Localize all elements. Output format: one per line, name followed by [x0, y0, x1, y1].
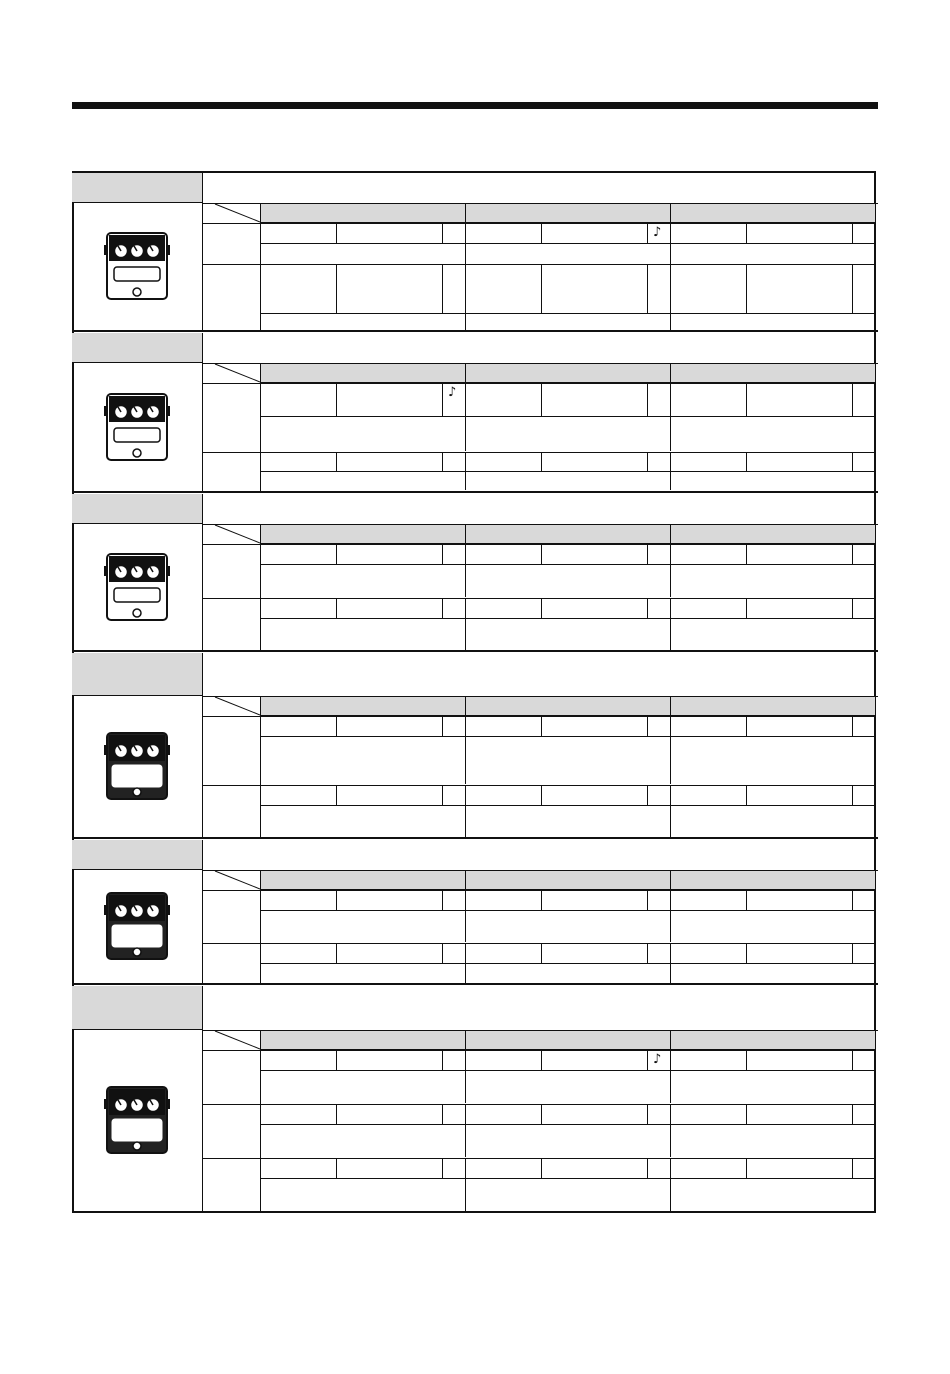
row-label-divider	[260, 696, 261, 838]
sub-divider	[442, 1104, 443, 1124]
sub-divider	[442, 598, 443, 618]
group-divider	[670, 716, 671, 784]
sub-divider	[541, 716, 542, 736]
sub-divider	[647, 544, 648, 564]
value-rule	[260, 1070, 876, 1071]
sub-divider	[746, 716, 747, 736]
row-rule	[203, 264, 876, 265]
parameter-header-1	[260, 870, 466, 890]
bass-ensemble-pedal-icon	[104, 891, 170, 963]
sub-divider	[336, 452, 337, 471]
section-divider	[72, 983, 878, 985]
sub-divider	[336, 1104, 337, 1124]
parameter-header-3	[670, 870, 876, 890]
effect-section-bass-flanger	[72, 986, 878, 1212]
value-rule	[260, 243, 876, 244]
parameter-header-2	[465, 363, 671, 383]
group-divider	[465, 1158, 466, 1211]
sub-divider	[852, 1050, 853, 1070]
sub-divider	[746, 452, 747, 471]
row-rule	[203, 598, 876, 599]
sub-divider	[442, 716, 443, 736]
sub-divider	[442, 1158, 443, 1178]
sub-divider	[852, 223, 853, 243]
group-divider	[465, 716, 466, 784]
corner-diagonal	[203, 1030, 260, 1050]
sub-divider	[541, 890, 542, 910]
group-divider	[465, 598, 466, 650]
row-label-divider	[260, 870, 261, 984]
group-divider	[670, 544, 671, 597]
sub-divider	[336, 544, 337, 564]
sub-divider	[852, 716, 853, 736]
group-divider	[465, 452, 466, 490]
group-divider	[875, 943, 876, 983]
sub-divider	[746, 943, 747, 963]
group-divider	[875, 544, 876, 597]
effect-name-cell	[72, 986, 202, 1030]
parameter-grid	[203, 1030, 876, 1212]
parameter-grid	[203, 203, 876, 331]
sub-divider	[336, 1158, 337, 1178]
bass-detune-pedal-icon	[104, 731, 170, 803]
sub-divider	[336, 716, 337, 736]
row-rule	[203, 544, 876, 545]
effect-name-cell	[72, 653, 202, 696]
group-divider	[670, 1104, 671, 1157]
sub-divider	[647, 383, 648, 416]
sub-divider	[852, 943, 853, 963]
sub-divider	[541, 383, 542, 416]
sub-divider	[852, 1158, 853, 1178]
group-divider	[465, 1104, 466, 1157]
sub-divider	[647, 943, 648, 963]
row-rule	[203, 785, 876, 786]
group-divider	[875, 890, 876, 942]
group-divider	[465, 264, 466, 331]
sub-divider	[746, 223, 747, 243]
value-rule	[260, 910, 876, 911]
sub-divider	[647, 1158, 648, 1178]
group-divider	[875, 264, 876, 331]
group-divider	[670, 383, 671, 451]
group-divider	[465, 1050, 466, 1103]
corner-diagonal	[203, 203, 260, 223]
value-rule	[260, 963, 876, 964]
sub-divider	[746, 598, 747, 618]
effect-description-cell	[203, 333, 878, 364]
corner-diagonal	[203, 870, 260, 890]
sub-divider	[336, 223, 337, 243]
group-divider	[670, 223, 671, 264]
parameter-header-2	[465, 203, 671, 223]
parameter-header-1	[260, 363, 466, 383]
sub-divider	[647, 785, 648, 805]
sub-divider	[541, 544, 542, 564]
group-divider	[670, 785, 671, 837]
section-divider	[72, 330, 878, 332]
value-rule	[260, 1124, 876, 1125]
sub-divider	[852, 264, 853, 313]
group-divider	[670, 943, 671, 983]
effect-description-cell	[203, 173, 878, 204]
effect-name-cell	[72, 840, 202, 870]
effect-description-cell	[203, 840, 878, 871]
sub-divider	[647, 223, 648, 243]
top-rule	[72, 102, 878, 109]
row-rule	[203, 223, 876, 224]
corner-diagonal	[203, 524, 260, 544]
value-rule	[260, 564, 876, 565]
sub-divider	[852, 1104, 853, 1124]
section-divider	[72, 491, 878, 493]
sub-divider	[541, 785, 542, 805]
group-divider	[670, 598, 671, 650]
sub-divider	[746, 785, 747, 805]
row-rule	[203, 890, 876, 891]
sub-divider	[336, 598, 337, 618]
corner-diagonal	[203, 363, 260, 383]
sub-divider	[442, 264, 443, 313]
group-divider	[465, 785, 466, 837]
group-divider	[875, 1104, 876, 1157]
effect-description-cell	[203, 986, 878, 1031]
parameter-grid	[203, 524, 876, 651]
parameter-header-3	[670, 1030, 876, 1050]
sub-divider	[336, 1050, 337, 1070]
effect-name-cell	[72, 494, 202, 524]
sub-divider	[852, 383, 853, 416]
sub-divider	[442, 383, 443, 416]
parameter-header-1	[260, 1030, 466, 1050]
effect-section-bass-ensemble	[72, 840, 878, 984]
corner-diagonal	[203, 696, 260, 716]
sub-divider	[442, 890, 443, 910]
effect-name-cell	[72, 173, 202, 203]
parameter-header-1	[260, 524, 466, 544]
bass-chorus-pedal-icon	[104, 552, 170, 624]
sub-divider	[852, 544, 853, 564]
row-rule	[203, 1050, 876, 1051]
tremolo-pedal-icon	[104, 231, 170, 303]
sub-divider	[442, 544, 443, 564]
group-divider	[670, 890, 671, 942]
sub-divider	[852, 785, 853, 805]
row-rule	[203, 716, 876, 717]
effect-description-cell	[203, 653, 878, 697]
sub-divider	[852, 452, 853, 471]
tempo-sync-note-icon: ♪	[448, 385, 457, 400]
grid-bottom-rule	[203, 1211, 876, 1212]
sub-divider	[336, 943, 337, 963]
group-divider	[670, 1158, 671, 1211]
effect-description-cell	[203, 494, 878, 525]
sub-divider	[541, 223, 542, 243]
value-rule	[260, 1178, 876, 1179]
row-rule	[203, 383, 876, 384]
parameter-header-2	[465, 1030, 671, 1050]
sub-divider	[647, 1050, 648, 1070]
parameter-header-2	[465, 696, 671, 716]
group-divider	[875, 452, 876, 490]
value-rule	[260, 471, 876, 472]
parameter-header-1	[260, 696, 466, 716]
sub-divider	[746, 1158, 747, 1178]
group-divider	[465, 544, 466, 597]
group-divider	[875, 223, 876, 264]
parameter-grid	[203, 363, 876, 492]
bass-flanger-pedal-icon	[104, 1085, 170, 1157]
sub-divider	[647, 716, 648, 736]
row-rule	[203, 943, 876, 944]
group-divider	[465, 383, 466, 451]
row-rule	[203, 1104, 876, 1105]
effect-section-bass-detune	[72, 653, 878, 838]
sub-divider	[746, 1104, 747, 1124]
sub-divider	[541, 264, 542, 313]
sub-divider	[336, 890, 337, 910]
tempo-sync-note-icon: ♪	[653, 225, 662, 240]
group-divider	[670, 264, 671, 331]
sub-divider	[746, 264, 747, 313]
group-divider	[875, 383, 876, 451]
value-rule	[260, 416, 876, 417]
sub-divider	[746, 1050, 747, 1070]
effect-section-tremolo	[72, 173, 878, 331]
sub-divider	[647, 890, 648, 910]
group-divider	[875, 785, 876, 837]
sub-divider	[336, 383, 337, 416]
sub-divider	[442, 452, 443, 471]
value-rule	[260, 618, 876, 619]
group-divider	[465, 943, 466, 983]
effect-section-phaser	[72, 333, 878, 492]
section-divider	[72, 650, 878, 652]
sub-divider	[746, 383, 747, 416]
parameter-header-3	[670, 524, 876, 544]
effect-name-cell	[72, 333, 202, 363]
sub-divider	[541, 1050, 542, 1070]
value-rule	[260, 313, 876, 314]
parameter-header-2	[465, 524, 671, 544]
parameter-grid	[203, 696, 876, 838]
sub-divider	[852, 598, 853, 618]
sub-divider	[647, 452, 648, 471]
row-label-divider	[260, 1030, 261, 1212]
sub-divider	[647, 264, 648, 313]
group-divider	[670, 1050, 671, 1103]
sub-divider	[647, 598, 648, 618]
row-rule	[203, 452, 876, 453]
sub-divider	[746, 544, 747, 564]
sub-divider	[442, 785, 443, 805]
sub-divider	[541, 943, 542, 963]
sub-divider	[746, 890, 747, 910]
group-divider	[670, 452, 671, 490]
sub-divider	[336, 264, 337, 313]
group-divider	[875, 1158, 876, 1211]
effect-section-bass-chorus	[72, 494, 878, 651]
value-rule	[260, 736, 876, 737]
parameter-header-3	[670, 363, 876, 383]
sub-divider	[541, 1158, 542, 1178]
tempo-sync-note-icon: ♪	[653, 1052, 662, 1067]
parameter-header-3	[670, 203, 876, 223]
sub-divider	[541, 598, 542, 618]
sub-divider	[541, 1104, 542, 1124]
sub-divider	[442, 1050, 443, 1070]
group-divider	[875, 716, 876, 784]
sub-divider	[442, 943, 443, 963]
parameter-header-3	[670, 696, 876, 716]
sub-divider	[336, 785, 337, 805]
sub-divider	[647, 1104, 648, 1124]
sub-divider	[541, 452, 542, 471]
parameter-grid	[203, 870, 876, 984]
parameter-header-1	[260, 203, 466, 223]
value-rule	[260, 805, 876, 806]
sub-divider	[442, 223, 443, 243]
section-divider	[72, 837, 878, 839]
group-divider	[465, 890, 466, 942]
sub-divider	[852, 890, 853, 910]
group-divider	[875, 1050, 876, 1103]
group-divider	[465, 223, 466, 264]
parameter-header-2	[465, 870, 671, 890]
row-rule	[203, 1158, 876, 1159]
phaser-pedal-icon	[104, 392, 170, 464]
group-divider	[875, 598, 876, 650]
